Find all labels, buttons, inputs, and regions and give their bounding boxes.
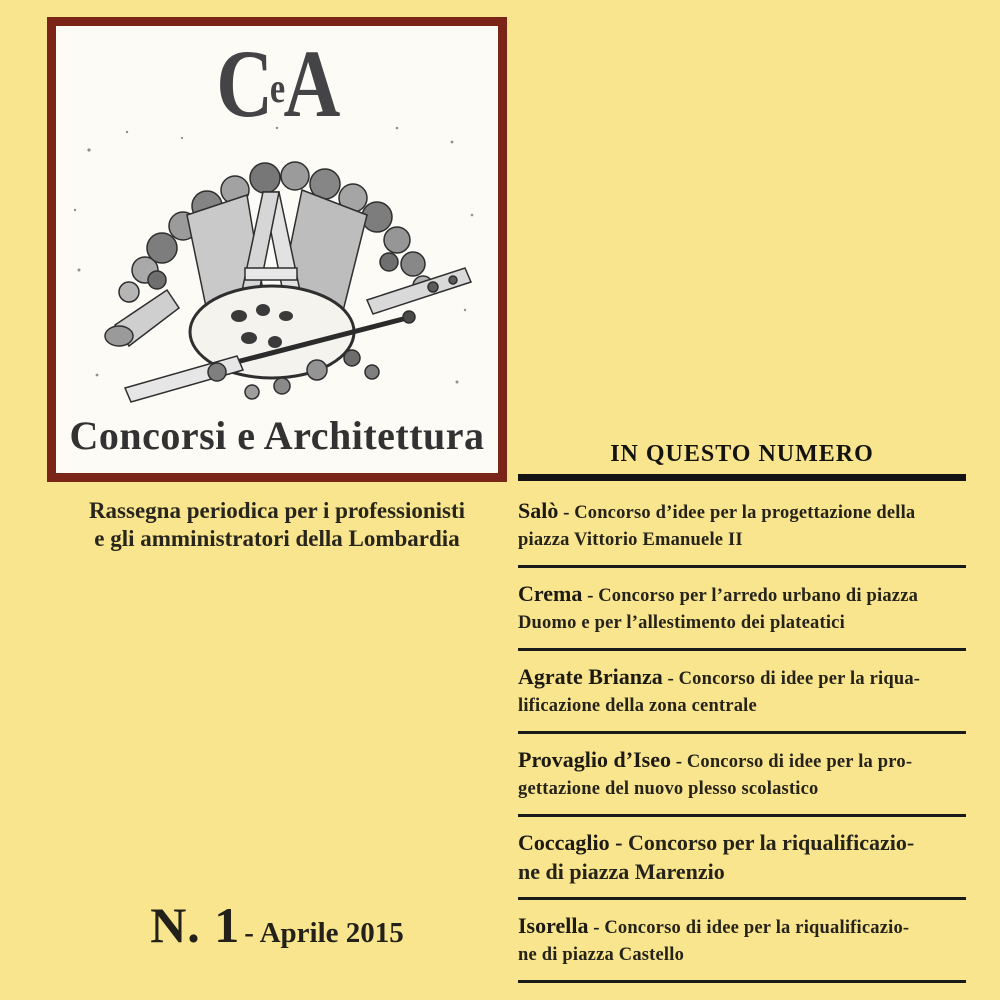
toc-desc-line-1: Concorso di idee per la riqualificazio- <box>604 918 910 938</box>
toc-desc-line-2: lificazione della zona centrale <box>518 696 757 716</box>
toc-entry <box>518 900 966 980</box>
toc-entry-line-1 <box>518 830 966 859</box>
masthead-monogram <box>216 30 338 137</box>
masthead-title: Concorsi e Architettura <box>69 413 485 458</box>
toc-entry-line-1 <box>518 747 966 776</box>
toc-entry <box>518 651 966 731</box>
toc-city: Crema <box>518 581 583 606</box>
toc-dash: - <box>582 585 599 606</box>
monogram-letter-c: C <box>216 30 271 137</box>
toc-entries <box>518 485 966 983</box>
toc-entry-line-1 <box>518 664 966 693</box>
toc-desc-line-2: ne di piazza Marenzio <box>518 859 725 884</box>
toc-dash: - <box>670 751 687 772</box>
toc-desc-line-1: Concorso di idee per la riqua- <box>678 669 921 689</box>
toc-desc-line-2: ne di piazza Castello <box>518 945 685 965</box>
toc-dash: - <box>662 668 679 689</box>
toc-desc-line-2: gettazione del nuovo plesso scolastico <box>518 779 819 799</box>
subtitle <box>47 497 507 553</box>
monogram-letter-e: e <box>270 66 284 112</box>
toc-entry-line-1 <box>518 581 966 610</box>
issue-line <box>47 896 507 954</box>
subtitle-line-2: e gli amministratori della Lombardia <box>94 526 460 551</box>
toc-heading: IN QUESTO NUMERO <box>610 441 874 467</box>
toc <box>518 441 966 983</box>
monogram-letter-a: A <box>283 30 338 137</box>
toc-entry <box>518 485 966 565</box>
issue-date: - Aprile 2015 <box>244 917 404 949</box>
toc-desc-line-1: Concorso per l’arredo urbano di piazza <box>598 586 919 606</box>
toc-desc-line-1: Concorso di idee per la pro- <box>686 752 913 772</box>
toc-separator <box>518 980 966 983</box>
toc-city: Coccaglio <box>518 830 610 855</box>
toc-dash: - <box>609 830 628 855</box>
toc-heading-rule <box>518 474 966 481</box>
masthead-illustration <box>67 120 487 412</box>
toc-desc-line-2: Duomo e per l’allestimento dei plateatici <box>518 613 845 633</box>
masthead-illustration-wrap <box>56 120 498 412</box>
toc-desc-line-1: Concorso per la riqualificazio- <box>627 830 915 855</box>
toc-desc-line-1: Concorso d’idee per la progettazione della <box>574 503 916 523</box>
toc-entry <box>518 817 966 897</box>
toc-entry-line-1 <box>518 913 966 942</box>
toc-city: Agrate Brianza <box>518 664 663 689</box>
issue-number: N. 1 <box>150 897 241 953</box>
toc-entry-line-1 <box>518 498 966 527</box>
toc-dash: - <box>558 502 575 523</box>
masthead-box <box>47 17 507 482</box>
toc-desc-line-2: piazza Vittorio Emanuele II <box>518 530 743 550</box>
toc-city: Provaglio d’Iseo <box>518 747 671 772</box>
toc-entry <box>518 734 966 814</box>
toc-city: Salò <box>518 498 559 523</box>
toc-dash: - <box>588 917 605 938</box>
subtitle-line-1: Rassegna periodica per i professionisti <box>88 498 466 523</box>
toc-city: Isorella <box>518 913 589 938</box>
toc-entry <box>518 568 966 648</box>
